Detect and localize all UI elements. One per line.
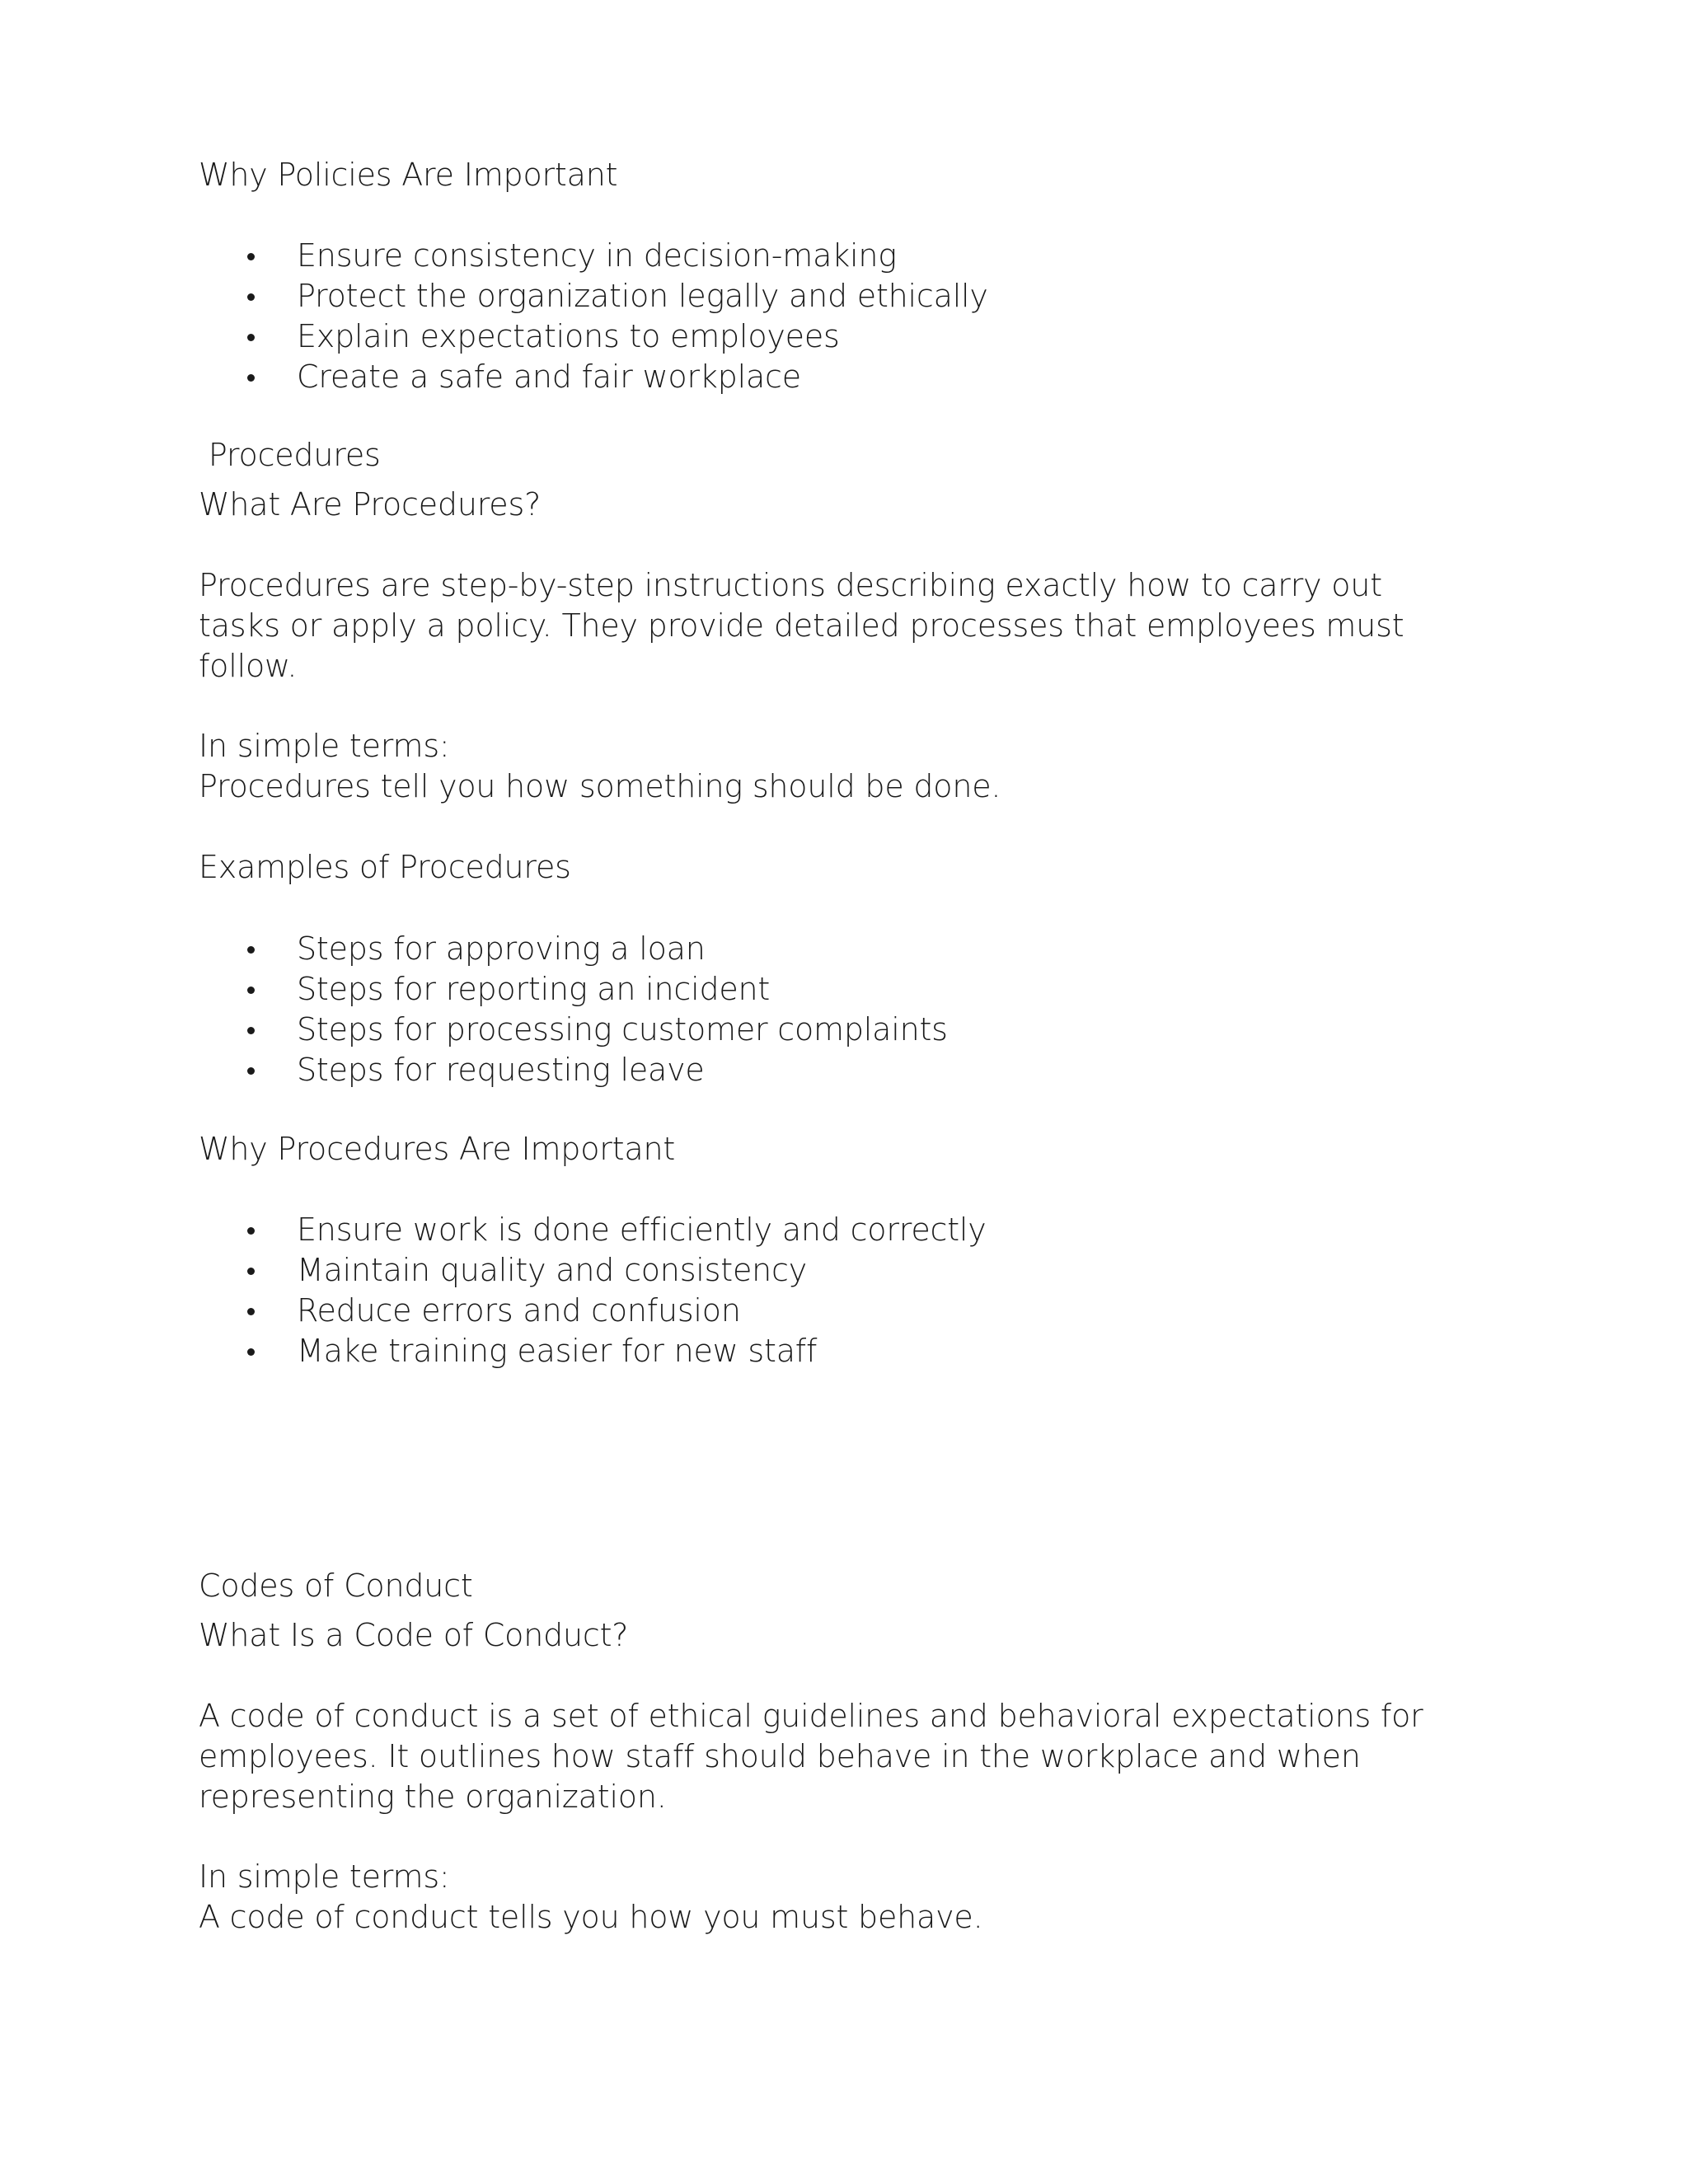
procedures-title: Procedures	[199, 437, 381, 473]
bullet-icon	[247, 253, 255, 260]
bullet-icon	[247, 1348, 255, 1356]
conduct-definition-line-3: representing the organization.	[199, 1779, 667, 1815]
bullet-icon	[247, 1308, 255, 1315]
conduct-definition-line-1: A code of conduct is a set of ethical guidelines and behavioral expectations for	[199, 1698, 1423, 1734]
bullet-icon	[247, 1067, 255, 1075]
conduct-simple-text: A code of conduct tells you how you must behave.	[199, 1899, 983, 1935]
bullet-icon	[247, 1227, 255, 1235]
conduct-question: What Is a Code of Conduct?	[199, 1617, 629, 1653]
conduct-simple-label: In simple terms:	[199, 1858, 450, 1895]
bullet-icon	[247, 946, 255, 954]
policies-why-heading: Why Policies Are Important	[199, 157, 618, 193]
procedures-examples-heading: Examples of Procedures	[199, 849, 571, 885]
procedures-definition-line-1: Procedures are step-by-step instructions describing exactly how to carry out	[199, 567, 1382, 603]
bullet-icon	[247, 293, 255, 301]
bullet-icon	[247, 1268, 255, 1275]
conduct-title: Codes of Conduct	[199, 1568, 473, 1604]
procedures-simple-text: Procedures tell you how something should be done.	[199, 768, 1001, 804]
bullet-icon	[247, 374, 255, 382]
procedures-definition-line-3: follow.	[199, 648, 298, 684]
document-page: Why Policies Are Important Ensure consistency in decision-making Protect the organization legally and ethically Explain expectations to employees Create a safe and fair workplace Procedures What Are Procedures? Procedures are step-by-step instructions describing exactly how to carry out tasks or apply a policy. They provide detailed processes that employees must follow. In simple terms: Procedures tell you how something should be done. Examples of Procedures Steps for approving a loan Steps for reporting an incident Steps for processing customer complaints Steps for requesting leave Why Procedures Are Important Ensure work is done efficiently and correctly Maintain quality and consistency Reduce errors and confusion Make training easier for new staff Codes of Conduct What Is a Code of Conduct? A code of conduct is a set of ethical guidelines and behavioral expectations for employees. It outlines how staff should behave in the workplace and when representing the organization. In simple terms: A code of conduct tells you how you must behave.	[0, 0, 1688, 2184]
procedures-definition-line-2: tasks or apply a policy. They provide detailed processes that employees must	[199, 607, 1404, 644]
bullet-icon	[247, 1027, 255, 1034]
procedures-why-heading: Why Procedures Are Important	[199, 1131, 676, 1167]
bullet-icon	[247, 334, 255, 341]
bullet-icon	[247, 987, 255, 994]
conduct-definition-line-2: employees. It outlines how staff should behave in the workplace and when	[199, 1738, 1361, 1774]
procedures-question: What Are Procedures?	[199, 486, 542, 523]
procedures-simple-label: In simple terms:	[199, 728, 450, 764]
